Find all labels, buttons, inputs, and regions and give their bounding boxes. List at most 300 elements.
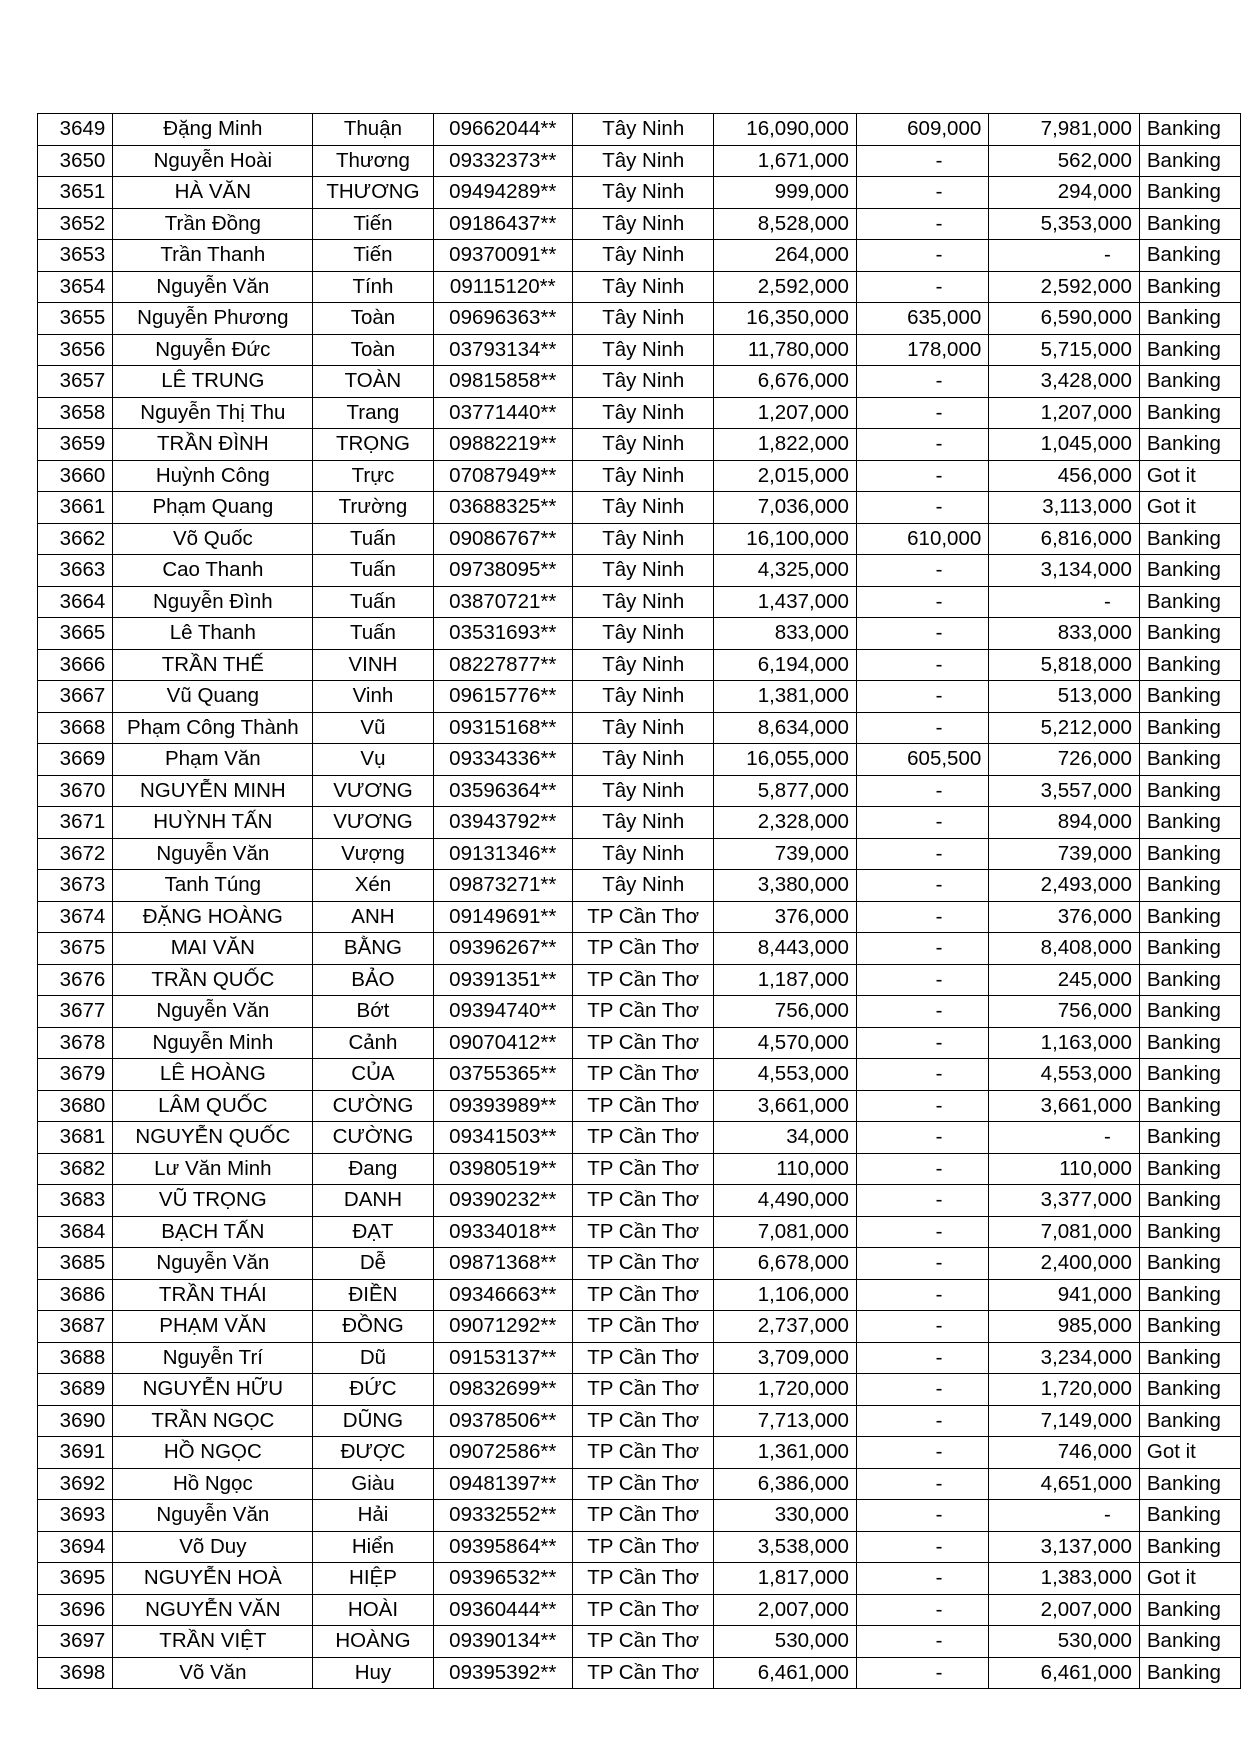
province-cell: Tây Ninh — [573, 460, 714, 492]
amount-paid-cell: - — [989, 1122, 1140, 1154]
row-number-cell: 3685 — [38, 1248, 113, 1280]
amount-paid-cell: 2,493,000 — [989, 870, 1140, 902]
family-name-cell: Huỳnh Công — [113, 460, 313, 492]
province-cell: Tây Ninh — [573, 366, 714, 398]
amount-extra-cell: 609,000 — [856, 114, 988, 146]
row-number-cell: 3665 — [38, 618, 113, 650]
phone-number-cell: 09615776** — [433, 681, 573, 713]
row-number-cell: 3684 — [38, 1216, 113, 1248]
phone-number-cell: 09360444** — [433, 1594, 573, 1626]
row-number-cell: 3683 — [38, 1185, 113, 1217]
family-name-cell: Nguyễn Đình — [113, 586, 313, 618]
province-cell: TP Cần Thơ — [573, 1153, 714, 1185]
payment-method-cell: Banking — [1139, 271, 1240, 303]
row-number-cell: 3694 — [38, 1531, 113, 1563]
phone-number-cell: 07087949** — [433, 460, 573, 492]
phone-number-cell: 09871368** — [433, 1248, 573, 1280]
payment-method-cell: Banking — [1139, 397, 1240, 429]
given-name-cell: DANH — [313, 1185, 433, 1217]
payment-method-cell: Banking — [1139, 744, 1240, 776]
amount-extra-cell: - — [856, 1500, 988, 1532]
given-name-cell: ĐỨC — [313, 1374, 433, 1406]
row-number-cell: 3653 — [38, 240, 113, 272]
province-cell: TP Cần Thơ — [573, 1405, 714, 1437]
given-name-cell: ĐIỀN — [313, 1279, 433, 1311]
table-row — [38, 1311, 1241, 1343]
family-name-cell: Hồ Ngọc — [113, 1468, 313, 1500]
family-name-cell: MAI VĂN — [113, 933, 313, 965]
phone-number-cell: 09832699** — [433, 1374, 573, 1406]
given-name-cell: ĐỒNG — [313, 1311, 433, 1343]
amount-paid-cell: 3,377,000 — [989, 1185, 1140, 1217]
amount-extra-cell: - — [856, 964, 988, 996]
payment-method-cell: Banking — [1139, 838, 1240, 870]
payment-method-cell: Banking — [1139, 1216, 1240, 1248]
phone-number-cell: 09332373** — [433, 145, 573, 177]
amount-extra-cell: 610,000 — [856, 523, 988, 555]
payment-method-cell: Banking — [1139, 618, 1240, 650]
amount-paid-cell: 3,134,000 — [989, 555, 1140, 587]
given-name-cell: VINH — [313, 649, 433, 681]
phone-number-cell: 03755365** — [433, 1059, 573, 1091]
table-row — [38, 1626, 1241, 1658]
province-cell: Tây Ninh — [573, 177, 714, 209]
given-name-cell: Toàn — [313, 334, 433, 366]
amount-total-cell: 1,817,000 — [714, 1563, 857, 1595]
payment-method-cell: Got it — [1139, 1437, 1240, 1469]
row-number-cell: 3692 — [38, 1468, 113, 1500]
amount-total-cell: 5,877,000 — [714, 775, 857, 807]
amount-extra-cell: - — [856, 1185, 988, 1217]
province-cell: Tây Ninh — [573, 807, 714, 839]
payment-method-cell: Banking — [1139, 114, 1240, 146]
amount-extra-cell: - — [856, 1374, 988, 1406]
amount-paid-cell: - — [989, 1500, 1140, 1532]
row-number-cell: 3656 — [38, 334, 113, 366]
payment-method-cell: Banking — [1139, 807, 1240, 839]
phone-number-cell: 03596364** — [433, 775, 573, 807]
phone-number-cell: 09393989** — [433, 1090, 573, 1122]
amount-extra-cell: - — [856, 240, 988, 272]
amount-extra-cell: - — [856, 1248, 988, 1280]
table-row — [38, 1248, 1241, 1280]
province-cell: Tây Ninh — [573, 744, 714, 776]
amount-extra-cell: - — [856, 271, 988, 303]
amount-extra-cell: - — [856, 649, 988, 681]
given-name-cell: Trang — [313, 397, 433, 429]
phone-number-cell: 09346663** — [433, 1279, 573, 1311]
phone-number-cell: 09390232** — [433, 1185, 573, 1217]
row-number-cell: 3686 — [38, 1279, 113, 1311]
amount-total-cell: 16,100,000 — [714, 523, 857, 555]
amount-total-cell: 11,780,000 — [714, 334, 857, 366]
row-number-cell: 3681 — [38, 1122, 113, 1154]
amount-total-cell: 1,187,000 — [714, 964, 857, 996]
province-cell: TP Cần Thơ — [573, 964, 714, 996]
amount-total-cell: 7,036,000 — [714, 492, 857, 524]
given-name-cell: Trường — [313, 492, 433, 524]
amount-paid-cell: 7,981,000 — [989, 114, 1140, 146]
family-name-cell: Nguyễn Văn — [113, 1248, 313, 1280]
given-name-cell: CƯỜNG — [313, 1090, 433, 1122]
family-name-cell: Trần Đồng — [113, 208, 313, 240]
table-row — [38, 870, 1241, 902]
amount-extra-cell: - — [856, 460, 988, 492]
table-row — [38, 901, 1241, 933]
amount-extra-cell: - — [856, 712, 988, 744]
table-row — [38, 1468, 1241, 1500]
given-name-cell: Thuận — [313, 114, 433, 146]
amount-total-cell: 4,490,000 — [714, 1185, 857, 1217]
table-body — [38, 114, 1241, 1689]
family-name-cell: TRẦN THÁI — [113, 1279, 313, 1311]
family-name-cell: HÀ VĂN — [113, 177, 313, 209]
payment-method-cell: Banking — [1139, 775, 1240, 807]
amount-paid-cell: 2,592,000 — [989, 271, 1140, 303]
province-cell: TP Cần Thơ — [573, 1185, 714, 1217]
payment-method-cell: Banking — [1139, 1153, 1240, 1185]
amount-total-cell: 1,361,000 — [714, 1437, 857, 1469]
given-name-cell: BẢO — [313, 964, 433, 996]
family-name-cell: Nguyễn Văn — [113, 996, 313, 1028]
amount-paid-cell: 562,000 — [989, 145, 1140, 177]
table-row — [38, 114, 1241, 146]
table-row — [38, 1405, 1241, 1437]
payment-method-cell: Got it — [1139, 1563, 1240, 1595]
phone-number-cell: 09334336** — [433, 744, 573, 776]
table-row — [38, 775, 1241, 807]
amount-total-cell: 3,538,000 — [714, 1531, 857, 1563]
payment-method-cell: Banking — [1139, 1248, 1240, 1280]
amount-total-cell: 999,000 — [714, 177, 857, 209]
table-row — [38, 303, 1241, 335]
province-cell: Tây Ninh — [573, 303, 714, 335]
province-cell: Tây Ninh — [573, 618, 714, 650]
given-name-cell: Tiến — [313, 208, 433, 240]
amount-total-cell: 6,678,000 — [714, 1248, 857, 1280]
amount-total-cell: 739,000 — [714, 838, 857, 870]
phone-number-cell: 09072586** — [433, 1437, 573, 1469]
amount-paid-cell: 6,461,000 — [989, 1657, 1140, 1689]
table-row — [38, 681, 1241, 713]
given-name-cell: Vũ — [313, 712, 433, 744]
amount-paid-cell: 1,207,000 — [989, 397, 1140, 429]
amount-paid-cell: 3,661,000 — [989, 1090, 1140, 1122]
family-name-cell: Lê Thanh — [113, 618, 313, 650]
amount-extra-cell: - — [856, 1405, 988, 1437]
given-name-cell: Đang — [313, 1153, 433, 1185]
given-name-cell: Tuấn — [313, 555, 433, 587]
phone-number-cell: 09378506** — [433, 1405, 573, 1437]
given-name-cell: Tiến — [313, 240, 433, 272]
province-cell: TP Cần Thơ — [573, 1437, 714, 1469]
table-row — [38, 177, 1241, 209]
row-number-cell: 3669 — [38, 744, 113, 776]
amount-extra-cell: - — [856, 807, 988, 839]
given-name-cell: Bớt — [313, 996, 433, 1028]
row-number-cell: 3660 — [38, 460, 113, 492]
amount-paid-cell: 8,408,000 — [989, 933, 1140, 965]
phone-number-cell: 03531693** — [433, 618, 573, 650]
phone-number-cell: 09086767** — [433, 523, 573, 555]
family-name-cell: LÂM QUỐC — [113, 1090, 313, 1122]
phone-number-cell: 09334018** — [433, 1216, 573, 1248]
table-row — [38, 1279, 1241, 1311]
phone-number-cell: 09341503** — [433, 1122, 573, 1154]
given-name-cell: BẰNG — [313, 933, 433, 965]
amount-extra-cell: - — [856, 1437, 988, 1469]
family-name-cell: NGUYỄN VĂN — [113, 1594, 313, 1626]
phone-number-cell: 09149691** — [433, 901, 573, 933]
given-name-cell: ĐẠT — [313, 1216, 433, 1248]
family-name-cell: TRẦN NGỌC — [113, 1405, 313, 1437]
given-name-cell: Cảnh — [313, 1027, 433, 1059]
amount-paid-cell: 3,557,000 — [989, 775, 1140, 807]
amount-total-cell: 7,713,000 — [714, 1405, 857, 1437]
family-name-cell: Nguyễn Hoài — [113, 145, 313, 177]
amount-total-cell: 330,000 — [714, 1500, 857, 1532]
family-name-cell: LÊ HOÀNG — [113, 1059, 313, 1091]
table-row — [38, 1374, 1241, 1406]
phone-number-cell: 09738095** — [433, 555, 573, 587]
payment-method-cell: Banking — [1139, 366, 1240, 398]
given-name-cell: Vinh — [313, 681, 433, 713]
family-name-cell: Phạm Quang — [113, 492, 313, 524]
given-name-cell: TOÀN — [313, 366, 433, 398]
amount-paid-cell: 3,234,000 — [989, 1342, 1140, 1374]
table-row — [38, 1594, 1241, 1626]
amount-extra-cell: - — [856, 492, 988, 524]
table-row — [38, 1437, 1241, 1469]
given-name-cell: Thương — [313, 145, 433, 177]
table-row — [38, 1657, 1241, 1689]
family-name-cell: NGUYỄN HỮU — [113, 1374, 313, 1406]
table-row — [38, 838, 1241, 870]
family-name-cell: Nguyễn Minh — [113, 1027, 313, 1059]
payment-method-cell: Banking — [1139, 1185, 1240, 1217]
amount-total-cell: 833,000 — [714, 618, 857, 650]
table-row — [38, 145, 1241, 177]
table-row — [38, 964, 1241, 996]
amount-paid-cell: 1,720,000 — [989, 1374, 1140, 1406]
given-name-cell: THƯƠNG — [313, 177, 433, 209]
amount-total-cell: 16,350,000 — [714, 303, 857, 335]
amount-extra-cell: - — [856, 1059, 988, 1091]
table-row — [38, 618, 1241, 650]
table-row — [38, 649, 1241, 681]
row-number-cell: 3659 — [38, 429, 113, 461]
amount-extra-cell: - — [856, 1563, 988, 1595]
amount-total-cell: 1,822,000 — [714, 429, 857, 461]
payment-method-cell: Got it — [1139, 492, 1240, 524]
table-row — [38, 1342, 1241, 1374]
province-cell: Tây Ninh — [573, 334, 714, 366]
given-name-cell: Tuấn — [313, 618, 433, 650]
row-number-cell: 3667 — [38, 681, 113, 713]
payment-method-cell: Banking — [1139, 586, 1240, 618]
given-name-cell: Toàn — [313, 303, 433, 335]
table-row — [38, 460, 1241, 492]
given-name-cell: CỦA — [313, 1059, 433, 1091]
table-row — [38, 586, 1241, 618]
province-cell: TP Cần Thơ — [573, 933, 714, 965]
given-name-cell: Vụ — [313, 744, 433, 776]
amount-paid-cell: 1,045,000 — [989, 429, 1140, 461]
amount-total-cell: 16,055,000 — [714, 744, 857, 776]
family-name-cell: Trần Thanh — [113, 240, 313, 272]
row-number-cell: 3696 — [38, 1594, 113, 1626]
payment-method-cell: Banking — [1139, 429, 1240, 461]
phone-number-cell: 03688325** — [433, 492, 573, 524]
phone-number-cell: 09481397** — [433, 1468, 573, 1500]
amount-total-cell: 264,000 — [714, 240, 857, 272]
family-name-cell: Nguyễn Trí — [113, 1342, 313, 1374]
amount-paid-cell: 5,715,000 — [989, 334, 1140, 366]
amount-extra-cell: - — [856, 1594, 988, 1626]
amount-extra-cell: - — [856, 1311, 988, 1343]
payment-method-cell: Banking — [1139, 649, 1240, 681]
amount-extra-cell: - — [856, 177, 988, 209]
data-table-container — [37, 113, 1241, 1689]
payment-method-cell: Banking — [1139, 1531, 1240, 1563]
phone-number-cell: 03980519** — [433, 1153, 573, 1185]
given-name-cell: HOÀI — [313, 1594, 433, 1626]
row-number-cell: 3666 — [38, 649, 113, 681]
given-name-cell: VƯƠNG — [313, 775, 433, 807]
row-number-cell: 3688 — [38, 1342, 113, 1374]
amount-total-cell: 3,709,000 — [714, 1342, 857, 1374]
amount-paid-cell: 941,000 — [989, 1279, 1140, 1311]
province-cell: Tây Ninh — [573, 712, 714, 744]
given-name-cell: TRỌNG — [313, 429, 433, 461]
amount-paid-cell: 3,428,000 — [989, 366, 1140, 398]
amount-total-cell: 1,437,000 — [714, 586, 857, 618]
table-row — [38, 397, 1241, 429]
amount-paid-cell: 294,000 — [989, 177, 1140, 209]
amount-total-cell: 6,386,000 — [714, 1468, 857, 1500]
row-number-cell: 3670 — [38, 775, 113, 807]
province-cell: TP Cần Thơ — [573, 1657, 714, 1689]
family-name-cell: NGUYỄN QUỐC — [113, 1122, 313, 1154]
province-cell: Tây Ninh — [573, 775, 714, 807]
amount-paid-cell: 530,000 — [989, 1626, 1140, 1658]
row-number-cell: 3675 — [38, 933, 113, 965]
table-row — [38, 712, 1241, 744]
row-number-cell: 3687 — [38, 1311, 113, 1343]
family-name-cell: Phạm Văn — [113, 744, 313, 776]
amount-extra-cell: - — [856, 145, 988, 177]
amount-total-cell: 6,194,000 — [714, 649, 857, 681]
phone-number-cell: 09394740** — [433, 996, 573, 1028]
payment-method-cell: Banking — [1139, 901, 1240, 933]
amount-paid-cell: 2,400,000 — [989, 1248, 1140, 1280]
payment-method-cell: Banking — [1139, 145, 1240, 177]
amount-paid-cell: 7,149,000 — [989, 1405, 1140, 1437]
phone-number-cell: 09395392** — [433, 1657, 573, 1689]
row-number-cell: 3663 — [38, 555, 113, 587]
amount-extra-cell: - — [856, 208, 988, 240]
amount-total-cell: 110,000 — [714, 1153, 857, 1185]
province-cell: Tây Ninh — [573, 114, 714, 146]
row-number-cell: 3662 — [38, 523, 113, 555]
table-row — [38, 334, 1241, 366]
amount-extra-cell: - — [856, 1657, 988, 1689]
phone-number-cell: 03771440** — [433, 397, 573, 429]
payment-method-cell: Banking — [1139, 1122, 1240, 1154]
amount-total-cell: 1,720,000 — [714, 1374, 857, 1406]
row-number-cell: 3695 — [38, 1563, 113, 1595]
amount-paid-cell: 5,818,000 — [989, 649, 1140, 681]
amount-total-cell: 4,553,000 — [714, 1059, 857, 1091]
amount-total-cell: 4,325,000 — [714, 555, 857, 587]
payment-method-cell: Banking — [1139, 1657, 1240, 1689]
family-name-cell: Võ Văn — [113, 1657, 313, 1689]
amount-paid-cell: 739,000 — [989, 838, 1140, 870]
table-row — [38, 429, 1241, 461]
row-number-cell: 3682 — [38, 1153, 113, 1185]
table-row — [38, 366, 1241, 398]
given-name-cell: Vượng — [313, 838, 433, 870]
given-name-cell: HOÀNG — [313, 1626, 433, 1658]
payment-method-cell: Banking — [1139, 870, 1240, 902]
amount-extra-cell: - — [856, 775, 988, 807]
amount-extra-cell: - — [856, 586, 988, 618]
row-number-cell: 3698 — [38, 1657, 113, 1689]
amount-paid-cell: 7,081,000 — [989, 1216, 1140, 1248]
given-name-cell: Hiển — [313, 1531, 433, 1563]
amount-total-cell: 1,671,000 — [714, 145, 857, 177]
family-name-cell: Đặng Minh — [113, 114, 313, 146]
payment-method-cell: Banking — [1139, 1027, 1240, 1059]
province-cell: Tây Ninh — [573, 838, 714, 870]
amount-total-cell: 530,000 — [714, 1626, 857, 1658]
payment-method-cell: Banking — [1139, 1059, 1240, 1091]
payment-method-cell: Banking — [1139, 240, 1240, 272]
given-name-cell: VƯƠNG — [313, 807, 433, 839]
province-cell: TP Cần Thơ — [573, 1122, 714, 1154]
amount-paid-cell: 110,000 — [989, 1153, 1140, 1185]
province-cell: Tây Ninh — [573, 208, 714, 240]
amount-extra-cell: - — [856, 1342, 988, 1374]
family-name-cell: TRẦN THẾ — [113, 649, 313, 681]
family-name-cell: Võ Duy — [113, 1531, 313, 1563]
amount-total-cell: 16,090,000 — [714, 114, 857, 146]
given-name-cell: Tính — [313, 271, 433, 303]
phone-number-cell: 08227877** — [433, 649, 573, 681]
amount-total-cell: 376,000 — [714, 901, 857, 933]
row-number-cell: 3693 — [38, 1500, 113, 1532]
phone-number-cell: 09873271** — [433, 870, 573, 902]
amount-total-cell: 3,380,000 — [714, 870, 857, 902]
table-row — [38, 240, 1241, 272]
table-row — [38, 271, 1241, 303]
family-name-cell: TRẦN QUỐC — [113, 964, 313, 996]
row-number-cell: 3654 — [38, 271, 113, 303]
amount-paid-cell: 2,007,000 — [989, 1594, 1140, 1626]
province-cell: TP Cần Thơ — [573, 1279, 714, 1311]
amount-extra-cell: - — [856, 1626, 988, 1658]
province-cell: TP Cần Thơ — [573, 1027, 714, 1059]
amount-total-cell: 8,443,000 — [714, 933, 857, 965]
phone-number-cell: 09070412** — [433, 1027, 573, 1059]
amount-total-cell: 2,007,000 — [714, 1594, 857, 1626]
family-name-cell: Tanh Túng — [113, 870, 313, 902]
family-name-cell: Nguyễn Văn — [113, 1500, 313, 1532]
payment-method-cell: Banking — [1139, 1374, 1240, 1406]
family-name-cell: LÊ TRUNG — [113, 366, 313, 398]
family-name-cell: HUỲNH TẤN — [113, 807, 313, 839]
family-name-cell: HỒ NGỌC — [113, 1437, 313, 1469]
